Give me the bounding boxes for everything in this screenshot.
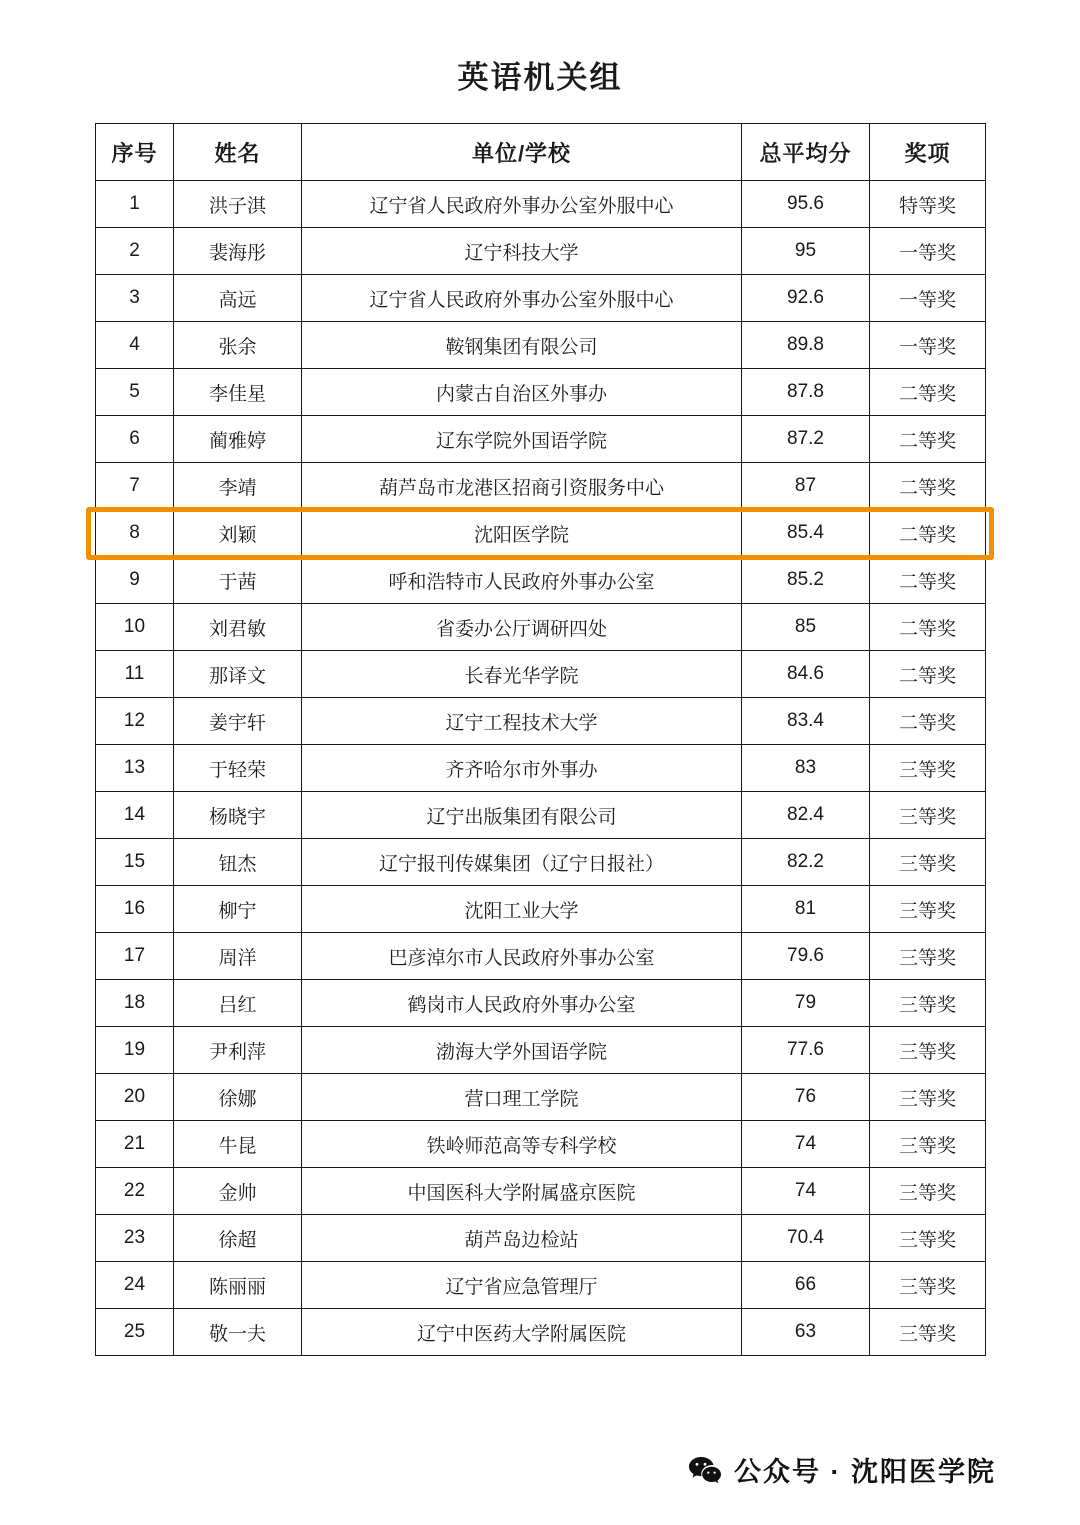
row-name: 牛昆 [174,1121,302,1168]
column-header-org: 单位/学校 [302,124,742,181]
row-name: 金帅 [174,1168,302,1215]
table-row [96,651,986,698]
row-score: 87.8 [742,369,870,416]
table-row [96,980,986,1027]
row-award: 三等奖 [870,1215,986,1262]
row-award: 二等奖 [870,651,986,698]
row-name: 于轻荣 [174,745,302,792]
table-row [96,1074,986,1121]
row-index: 7 [96,463,174,510]
row-index: 2 [96,228,174,275]
row-score: 79 [742,980,870,1027]
row-org: 沈阳工业大学 [302,886,742,933]
row-index: 8 [96,510,174,557]
row-name: 柳宁 [174,886,302,933]
row-index: 22 [96,1168,174,1215]
row-award: 三等奖 [870,886,986,933]
table-header-row [96,124,986,181]
row-award: 二等奖 [870,557,986,604]
row-index: 10 [96,604,174,651]
table-body [96,181,986,1356]
row-index: 4 [96,322,174,369]
row-org: 辽宁省人民政府外事办公室外服中心 [302,275,742,322]
table-row [96,886,986,933]
row-score: 74 [742,1121,870,1168]
row-name: 洪子淇 [174,181,302,228]
row-index: 25 [96,1309,174,1356]
row-index: 9 [96,557,174,604]
row-score: 74 [742,1168,870,1215]
row-org: 辽宁科技大学 [302,228,742,275]
row-award: 三等奖 [870,839,986,886]
column-header-name: 姓名 [174,124,302,181]
column-header-index: 序号 [96,124,174,181]
row-name: 周洋 [174,933,302,980]
row-org: 辽宁省人民政府外事办公室外服中心 [302,181,742,228]
row-org: 中国医科大学附属盛京医院 [302,1168,742,1215]
row-award: 二等奖 [870,463,986,510]
row-index: 18 [96,980,174,1027]
row-org: 葫芦岛市龙港区招商引资服务中心 [302,463,742,510]
table-row [96,1027,986,1074]
table-row [96,792,986,839]
row-name: 蔺雅婷 [174,416,302,463]
row-award: 二等奖 [870,510,986,557]
table-row [96,369,986,416]
row-name: 徐超 [174,1215,302,1262]
table-row [96,463,986,510]
page-title: 英语机关组 [457,60,623,95]
row-award: 三等奖 [870,745,986,792]
row-score: 84.6 [742,651,870,698]
row-org: 内蒙古自治区外事办 [302,369,742,416]
row-index: 17 [96,933,174,980]
row-org: 辽东学院外国语学院 [302,416,742,463]
column-header-award: 奖项 [870,124,986,181]
row-org: 省委办公厅调研四处 [302,604,742,651]
row-name: 刘君敏 [174,604,302,651]
row-org: 辽宁报刊传媒集团（辽宁日报社） [302,839,742,886]
table-row [96,1215,986,1262]
row-org: 葫芦岛边检站 [302,1215,742,1262]
row-score: 87 [742,463,870,510]
row-index: 24 [96,1262,174,1309]
row-award: 三等奖 [870,980,986,1027]
row-index: 3 [96,275,174,322]
table-row-highlighted [96,510,986,557]
row-score: 95.6 [742,181,870,228]
row-award: 三等奖 [870,933,986,980]
table-row [96,416,986,463]
row-award: 三等奖 [870,1168,986,1215]
footer [0,1450,1080,1489]
table-row [96,228,986,275]
row-award: 二等奖 [870,698,986,745]
row-award: 三等奖 [870,1309,986,1356]
table-row [96,698,986,745]
row-index: 15 [96,839,174,886]
row-score: 85.2 [742,557,870,604]
table-row [96,322,986,369]
row-name: 李佳星 [174,369,302,416]
row-score: 66 [742,1262,870,1309]
row-org: 渤海大学外国语学院 [302,1027,742,1074]
row-index: 5 [96,369,174,416]
row-index: 19 [96,1027,174,1074]
row-award: 二等奖 [870,604,986,651]
table-row [96,933,986,980]
row-award: 一等奖 [870,275,986,322]
column-header-score: 总平均分 [742,124,870,181]
document-page [0,52,1080,1525]
row-org: 鹤岗市人民政府外事办公室 [302,980,742,1027]
row-award: 三等奖 [870,1027,986,1074]
row-index: 11 [96,651,174,698]
row-name: 裴海彤 [174,228,302,275]
row-award: 特等奖 [870,181,986,228]
results-table-container [95,123,985,1356]
row-name: 那译文 [174,651,302,698]
table-row [96,839,986,886]
row-score: 79.6 [742,933,870,980]
table-row [96,557,986,604]
row-score: 70.4 [742,1215,870,1262]
row-name: 尹利萍 [174,1027,302,1074]
row-org: 呼和浩特市人民政府外事办公室 [302,557,742,604]
row-name: 徐娜 [174,1074,302,1121]
results-table [95,123,986,1356]
row-org: 长春光华学院 [302,651,742,698]
row-name: 张余 [174,322,302,369]
row-index: 13 [96,745,174,792]
row-award: 二等奖 [870,369,986,416]
row-score: 87.2 [742,416,870,463]
row-org: 鞍钢集团有限公司 [302,322,742,369]
row-index: 21 [96,1121,174,1168]
table-row [96,1121,986,1168]
row-score: 95 [742,228,870,275]
wechat-icon [688,1455,722,1485]
row-score: 83.4 [742,698,870,745]
row-name: 杨晓宇 [174,792,302,839]
row-org: 营口理工学院 [302,1074,742,1121]
row-award: 一等奖 [870,228,986,275]
table-row [96,1262,986,1309]
row-name: 高远 [174,275,302,322]
row-score: 76 [742,1074,870,1121]
row-index: 20 [96,1074,174,1121]
row-org: 齐齐哈尔市外事办 [302,745,742,792]
row-award: 二等奖 [870,416,986,463]
row-index: 6 [96,416,174,463]
row-name: 李靖 [174,463,302,510]
row-org: 辽宁中医药大学附属医院 [302,1309,742,1356]
table-row [96,1168,986,1215]
row-score: 81 [742,886,870,933]
row-score: 89.8 [742,322,870,369]
row-org: 辽宁出版集团有限公司 [302,792,742,839]
row-award: 三等奖 [870,1262,986,1309]
row-score: 92.6 [742,275,870,322]
table-header [96,124,986,181]
row-name: 敬一夫 [174,1309,302,1356]
row-score: 85 [742,604,870,651]
row-name: 钮杰 [174,839,302,886]
row-award: 三等奖 [870,792,986,839]
footer-text: 公众号 · 沈阳医学院 [734,1457,996,1487]
row-org: 铁岭师范高等专科学校 [302,1121,742,1168]
row-score: 83 [742,745,870,792]
row-score: 82.2 [742,839,870,886]
row-award: 三等奖 [870,1074,986,1121]
row-org: 巴彦淖尔市人民政府外事办公室 [302,933,742,980]
row-org: 辽宁省应急管理厅 [302,1262,742,1309]
row-name: 陈丽丽 [174,1262,302,1309]
row-award: 三等奖 [870,1121,986,1168]
row-org: 沈阳医学院 [302,510,742,557]
table-row [96,745,986,792]
row-index: 16 [96,886,174,933]
table-row [96,1309,986,1356]
table-row [96,604,986,651]
row-score: 77.6 [742,1027,870,1074]
table-row [96,181,986,228]
row-index: 1 [96,181,174,228]
row-name: 吕红 [174,980,302,1027]
row-name: 于茜 [174,557,302,604]
row-org: 辽宁工程技术大学 [302,698,742,745]
row-index: 12 [96,698,174,745]
row-name: 姜宇轩 [174,698,302,745]
table-row [96,275,986,322]
row-score: 63 [742,1309,870,1356]
row-index: 14 [96,792,174,839]
row-score: 82.4 [742,792,870,839]
row-award: 一等奖 [870,322,986,369]
row-score: 85.4 [742,510,870,557]
row-name: 刘颖 [174,510,302,557]
row-index: 23 [96,1215,174,1262]
